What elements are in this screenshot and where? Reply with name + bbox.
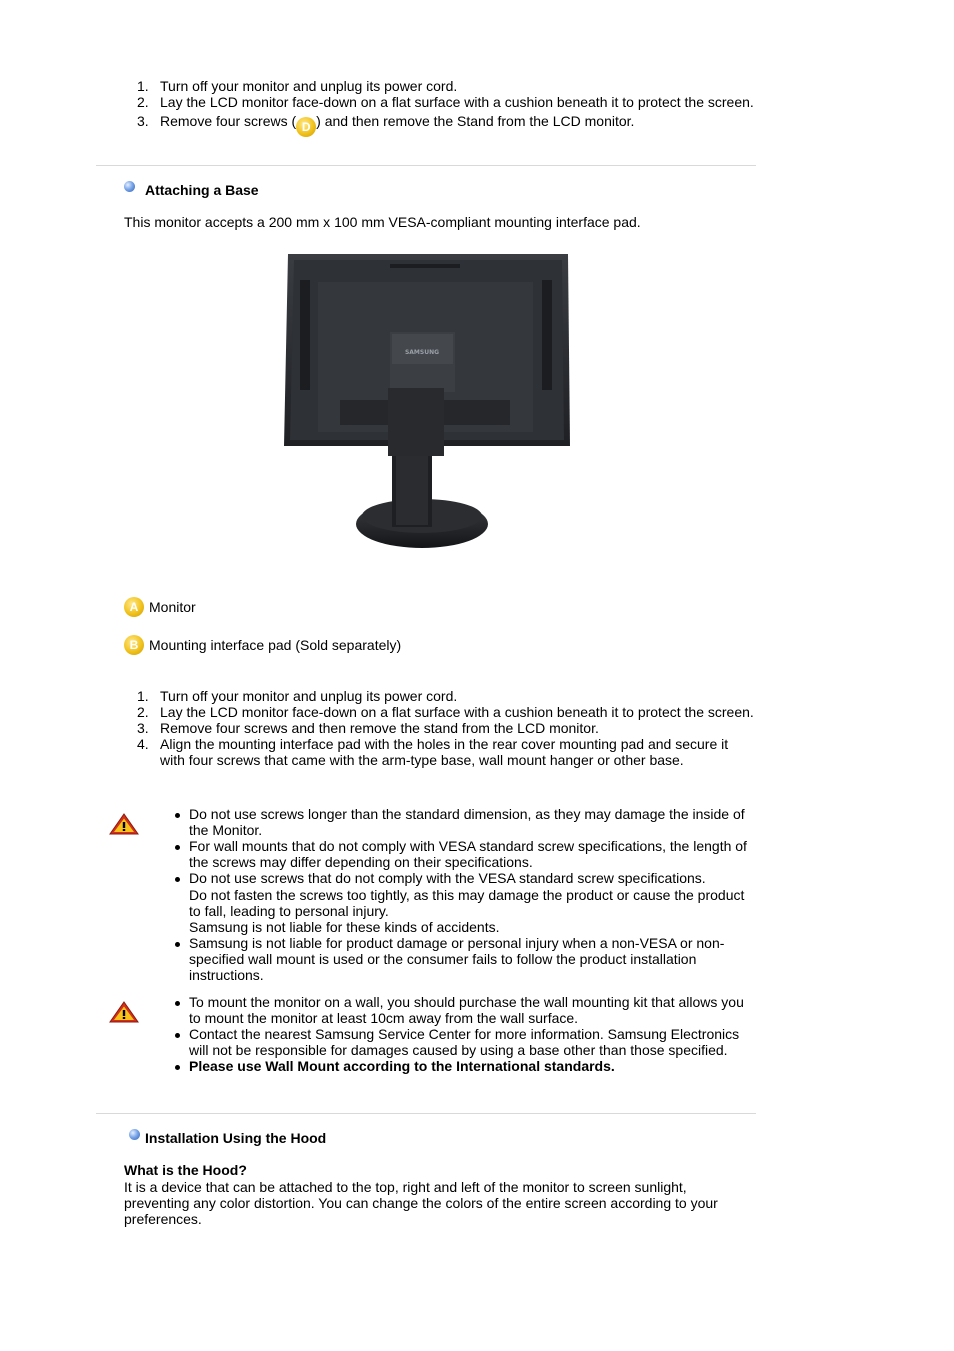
badge-b-icon: B: [124, 635, 144, 655]
legend-label-pad: Mounting interface pad (Sold separately): [149, 637, 402, 653]
list-item: 2. Lay the LCD monitor face-down on a flat surface with a cushion beneath it to protect the screen.: [137, 704, 754, 720]
list-item: Samsung is not liable for product damage or personal injury when a non-VESA or non-specified wall mount is used or the consumer fails to follow the product installation instructions.: [173, 935, 753, 983]
legend-label-monitor: Monitor: [149, 599, 196, 615]
list-item: 1. Turn off your monitor and unplug its power cord.: [137, 78, 458, 94]
attaching-steps: [124, 688, 754, 768]
hood-description: It is a device that can be attached to the top, right and left of the monitor to screen sunlight, preventing any color distortion. You can change the colors of the entire screen according to your preferences.: [124, 1179, 718, 1227]
warning-list-2: [173, 994, 753, 1074]
section-title: Installation Using the Hood: [145, 1130, 327, 1146]
list-item: 4. Align the mounting interface pad with the holes in the rear cover mounting pad and secure it with four screws that came with the arm-type base, wall mount hanger or other base.: [137, 736, 729, 768]
badge-a-icon: A: [124, 597, 144, 617]
section-title: Attaching a Base: [145, 182, 259, 198]
section-divider: [96, 165, 756, 166]
screw-badge-icon: D: [296, 117, 316, 137]
hood-question: What is the Hood?: [124, 1162, 247, 1178]
list-item: 2. Lay the LCD monitor face-down on a flat surface with a cushion beneath it to protect the screen.: [137, 94, 754, 110]
stand-removal-steps: [124, 78, 754, 137]
list-item: For wall mounts that do not comply with VESA standard screw specifications, the length of the screws may differ depending on their specifications.: [173, 838, 753, 870]
list-item: 3. Remove four screws ( D ) and then remove the Stand from the LCD monitor.: [124, 113, 754, 137]
monitor-rear-illustration: [280, 250, 575, 555]
list-item: 3. Remove four screws and then remove the stand from the LCD monitor.: [137, 720, 599, 736]
warning-icon: [109, 1001, 139, 1023]
warning-icon: [109, 813, 139, 835]
list-item: Contact the nearest Samsung Service Center for more information. Samsung Electronics will not be responsible for damages caused by using a base other than those specified.: [173, 1026, 753, 1058]
vesa-intro-text: This monitor accepts a 200 mm x 100 mm VESA-compliant mounting interface pad.: [124, 214, 641, 230]
warning-list-1: [173, 806, 753, 983]
list-item: 1. Turn off your monitor and unplug its power cord.: [137, 688, 458, 704]
section-bullet-icon: [129, 1129, 140, 1140]
list-item: To mount the monitor on a wall, you should purchase the wall mounting kit that allows you to mount the monitor at least 10cm away from the wall surface.: [173, 994, 753, 1026]
samsung-logo: SAMSUNG: [404, 349, 440, 356]
list-item: Do not use screws that do not comply with the VESA standard screw specifications. Do not fasten the screws too tightly, as this may damage the product or cause the product to fall, leading to personal injury. Samsung is not liable for these kinds of accidents.: [173, 870, 753, 935]
section-bullet-icon: [124, 181, 135, 192]
list-item: Do not use screws longer than the standard dimension, as they may damage the inside of the Monitor.: [173, 806, 753, 838]
list-item: Please use Wall Mount according to the International standards.: [173, 1058, 753, 1074]
section-divider: [96, 1113, 756, 1114]
